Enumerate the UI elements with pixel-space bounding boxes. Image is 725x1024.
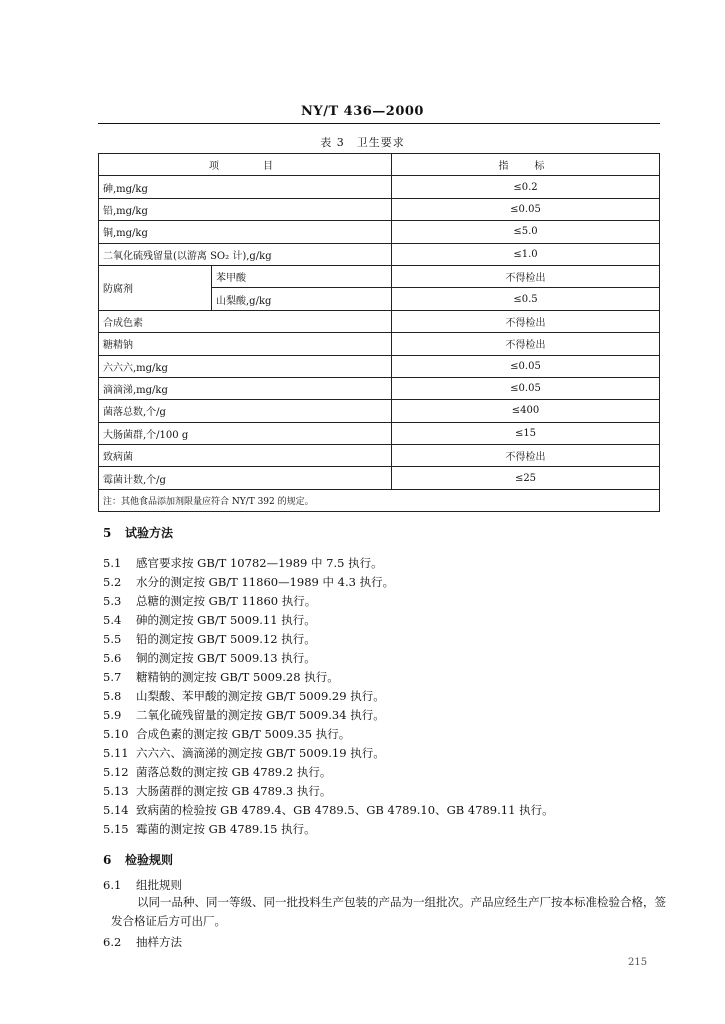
standard-code-header: NY/T 436—2000 <box>301 104 424 119</box>
row-value: ≤0.2 <box>392 176 660 198</box>
item-text: 六六六、滴滴涕的测定按 GB/T 5009.19 执行。 <box>136 746 385 760</box>
method-item <box>103 764 331 780</box>
row-value: 不得检出 <box>392 310 660 332</box>
table-row <box>99 221 660 243</box>
section-number: 5 <box>103 526 112 540</box>
table-row <box>99 243 660 265</box>
item-text: 水分的测定按 GB/T 11860—1989 中 4.3 执行。 <box>136 575 395 589</box>
table-row <box>99 422 660 444</box>
batching-rule-paragraph <box>111 893 667 931</box>
row-subitem: 苯甲酸 <box>212 265 392 287</box>
item-number: 5.1 <box>103 556 122 570</box>
item-number: 5.6 <box>103 651 122 665</box>
method-item <box>103 574 394 590</box>
column-header-item: 项 目 <box>99 154 392 176</box>
section-6-heading <box>103 851 173 868</box>
item-text: 总糖的测定按 GB/T 11860 执行。 <box>136 594 317 608</box>
row-item: 二氧化硫残留量(以游离 SO₂ 计),g/kg <box>99 243 392 265</box>
method-item <box>103 650 316 666</box>
table-note: 注：其他食品添加剂限量应符合 NY/T 392 的规定。 <box>99 489 660 511</box>
item-text: 糖精钠的测定按 GB/T 5009.28 执行。 <box>136 670 339 684</box>
table-row <box>99 310 660 332</box>
table-row <box>99 355 660 377</box>
table-note-row <box>99 489 660 511</box>
item-number: 5.15 <box>103 822 129 836</box>
row-value: ≤0.5 <box>392 288 660 310</box>
item-number: 5.9 <box>103 708 122 722</box>
table-row <box>99 198 660 220</box>
method-item <box>103 821 316 837</box>
item-number: 6.1 <box>103 878 122 892</box>
section-5-heading <box>103 524 173 541</box>
table-row <box>99 445 660 467</box>
method-item <box>103 745 385 761</box>
method-item <box>103 555 383 571</box>
row-value: ≤15 <box>392 422 660 444</box>
item-text: 铅的测定按 GB/T 5009.12 执行。 <box>136 632 316 646</box>
item-text: 抽样方法 <box>136 935 182 949</box>
column-header-value: 指 标 <box>392 154 660 176</box>
table-row <box>99 467 660 489</box>
item-text: 霉菌的测定按 GB 4789.15 执行。 <box>136 822 316 836</box>
subsection-6-2-heading <box>103 934 182 950</box>
row-value: ≤0.05 <box>392 377 660 399</box>
item-number: 5.2 <box>103 575 122 589</box>
method-item <box>103 707 385 723</box>
section-title: 检验规则 <box>125 853 174 867</box>
row-item: 六六六,mg/kg <box>99 355 392 377</box>
item-number: 5.7 <box>103 670 122 684</box>
table-row <box>99 176 660 198</box>
item-text: 二氧化硫残留量的测定按 GB/T 5009.34 执行。 <box>136 708 385 722</box>
method-item <box>103 688 385 704</box>
row-value: ≤0.05 <box>392 198 660 220</box>
method-item <box>103 726 350 742</box>
row-item: 大肠菌群,个/100 g <box>99 422 392 444</box>
paragraph-text: 以同一品种、同一等级、同一批投料生产包装的产品为一组批次。产品应经生产厂按本标准检验合格，签发合格证后方可出厂。 <box>111 895 666 928</box>
row-item: 合成色素 <box>99 310 392 332</box>
row-value: 不得检出 <box>392 265 660 287</box>
row-item: 菌落总数,个/g <box>99 400 392 422</box>
item-text: 组批规则 <box>136 878 182 892</box>
row-item: 糖精钠 <box>99 333 392 355</box>
row-group-preservatives: 防腐剂 <box>99 265 212 310</box>
item-number: 5.3 <box>103 594 122 608</box>
item-number: 5.10 <box>103 727 129 741</box>
item-text: 合成色素的测定按 GB/T 5009.35 执行。 <box>136 727 351 741</box>
row-value: 不得检出 <box>392 333 660 355</box>
method-item <box>103 593 316 609</box>
item-text: 感官要求按 GB/T 10782—1989 中 7.5 执行。 <box>136 556 383 570</box>
method-item <box>103 783 331 799</box>
item-number: 5.8 <box>103 689 122 703</box>
table-row <box>99 400 660 422</box>
row-item: 砷,mg/kg <box>99 176 392 198</box>
section-number: 6 <box>103 853 112 867</box>
row-item: 致病菌 <box>99 445 392 467</box>
row-value: ≤5.0 <box>392 221 660 243</box>
item-number: 5.5 <box>103 632 122 646</box>
row-value: ≤400 <box>392 400 660 422</box>
row-subitem: 山梨酸,g/kg <box>212 288 392 310</box>
method-item <box>103 669 339 685</box>
row-item: 滴滴涕,mg/kg <box>99 377 392 399</box>
item-number: 5.4 <box>103 613 122 627</box>
table-row <box>99 333 660 355</box>
row-item: 铅,mg/kg <box>99 198 392 220</box>
page-number: 215 <box>628 957 648 968</box>
item-number: 5.11 <box>103 746 129 760</box>
item-text: 砷的测定按 GB/T 5009.11 执行。 <box>136 613 316 627</box>
row-value: 不得检出 <box>392 445 660 467</box>
row-item: 铜,mg/kg <box>99 221 392 243</box>
item-text: 铜的测定按 GB/T 5009.13 执行。 <box>136 651 316 665</box>
item-number: 5.13 <box>103 784 129 798</box>
section-title: 试验方法 <box>125 526 174 540</box>
table-caption: 表 3 卫生要求 <box>320 136 405 149</box>
method-item <box>103 612 316 628</box>
row-value: ≤0.05 <box>392 355 660 377</box>
row-value: ≤25 <box>392 467 660 489</box>
method-item <box>103 802 554 818</box>
header-rule <box>98 123 660 124</box>
item-text: 山梨酸、苯甲酸的测定按 GB/T 5009.29 执行。 <box>136 689 385 703</box>
row-item: 霉菌计数,个/g <box>99 467 392 489</box>
table-header-row <box>99 154 660 176</box>
subsection-6-1-heading <box>103 877 182 893</box>
item-text: 大肠菌群的测定按 GB 4789.3 执行。 <box>136 784 332 798</box>
item-number: 5.12 <box>103 765 129 779</box>
hygiene-requirements-table <box>98 153 660 512</box>
item-number: 5.14 <box>103 803 129 817</box>
item-text: 致病菌的检验按 GB 4789.4、GB 4789.5、GB 4789.10、GB 4789.11 执行。 <box>136 803 554 817</box>
item-text: 菌落总数的测定按 GB 4789.2 执行。 <box>136 765 332 779</box>
table-row <box>99 377 660 399</box>
method-item <box>103 631 316 647</box>
table-row <box>99 265 660 287</box>
item-number: 6.2 <box>103 935 122 949</box>
row-value: ≤1.0 <box>392 243 660 265</box>
